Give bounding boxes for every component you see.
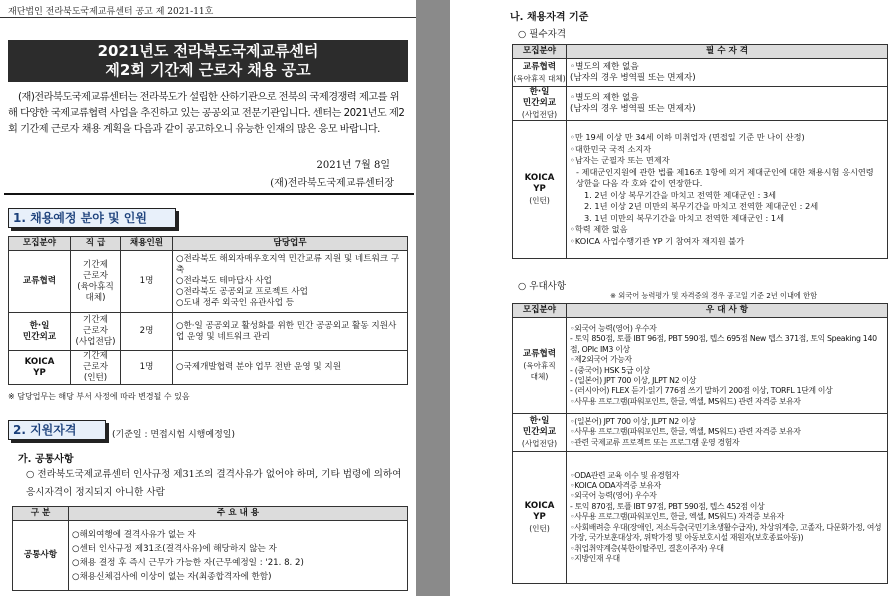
positions-table (8, 236, 408, 385)
field-sublabel: (사업전담) (521, 439, 558, 448)
table-header: 주 요 내 용 (69, 507, 408, 521)
qualification-item: 2. 1년 이상 2년 미만의 복무기간을 마치고 전역한 제대군인 : 2세 (584, 201, 819, 211)
preference-item: ◦외국어 능력(영어) 우수자 (570, 323, 657, 333)
announcement-title (8, 40, 408, 82)
qualification-item: 3. 1년 미만의 복무기간을 마치고 전역한 제대군인 : 1세 (584, 212, 784, 223)
field-cell: 한·일 민간외교 (9, 313, 71, 351)
preference-item: ◦외국어 능력(영어) 우수자 (570, 491, 657, 501)
qualification-item: - 제대군인지원에 관한 법률 제16조 1항에 의거 제대군인에 대한 채용시험 응시연령 상한을 다음 각 호와 같이 연장한다. (576, 166, 874, 188)
duty-item: ○전라북도 공공외교 프로젝트 사업 (176, 287, 308, 297)
qualification-item: ◦KOICA 사업수행기관 YP 기 참여자 재지원 불가 (570, 235, 745, 246)
required-qualifications-table (512, 44, 888, 259)
preferred-note: ※ 외국어 능력평가 및 자격증의 경우 공고일 기준 2년 이내에 한함 (610, 291, 818, 300)
field-sublabel: (사업전담) (521, 110, 558, 119)
preference-item: ◦ODA관련 교육 이수 및 유경험자 (570, 470, 679, 480)
qualification-item: ◦별도의 제한 없음 (570, 61, 639, 72)
preferred-label: ○ 우대사항 (518, 281, 567, 292)
field-label: 교류협력 (522, 349, 557, 359)
section-divider (4, 193, 414, 195)
qualification-cell (567, 87, 888, 121)
field-sublabel: (인턴) (529, 196, 550, 205)
table-row (9, 351, 408, 385)
qualification-item: (남자의 경우 병역필 또는 면제자) (570, 72, 696, 83)
preference-item: ◦제2외국어 가능자 (570, 355, 632, 365)
qualification-item: ◦대한민국 국적 소지자 (570, 143, 652, 154)
table-row (513, 87, 888, 121)
preference-item: - (중국어) HSK 5급 이상 (570, 365, 650, 375)
field-label: KOICA YP (524, 501, 555, 522)
qualification-item: ◦학력 제한 없음 (570, 224, 628, 234)
rank-cell: 기간제 근로자 (인턴) (71, 351, 121, 385)
title-line-2: 제2회 기간제 근로자 채용 공고 (105, 61, 311, 79)
table-row (13, 521, 408, 591)
content-cell (69, 521, 408, 591)
requirement-item: ○채용 결정 후 즉시 근무가 가능한 자(근무예정일 : '21. 8. 2) (72, 557, 304, 568)
preference-cell (567, 452, 888, 584)
duty-item: ○전라북도 테마답사 사업 (176, 276, 272, 286)
document-page-right (450, 0, 892, 596)
table-header: 우 대 사 항 (567, 304, 888, 318)
field-cell (513, 121, 567, 259)
preference-item: ◦사무용 프로그램(파워포인트, 한글, 엑셀, MS워드) 자격증 보유자 (570, 512, 785, 522)
category-cell: 공통사항 (13, 521, 69, 591)
table-header: 직 급 (71, 237, 121, 251)
duty-item: ○한·일 공공외교 활성화를 위한 민간 공공외교 활동 지원사업 운영 및 네트워크 관리 (176, 320, 397, 342)
preference-item: ◦사회배려층 우대(장애인, 저소득층(국민기초생활수급자), 차상위계층, 고졸자, 다문화가정, 여성가장, 국가보훈대상자, 위탁가정 및 아동보호시설 재원자(보호종료아동)) (570, 522, 882, 543)
count-cell: 2명 (121, 313, 173, 351)
field-label: 한·일 민간외교 (522, 87, 557, 108)
preference-item: - 토익 850점, 토플 IBT 96점, PBT 590점, 텝스 695점 New 텝스 371점, 토익 Speaking 140점, OPIc IM3 이상 (570, 334, 877, 354)
preference-cell (567, 318, 888, 414)
table-header-row (9, 237, 408, 251)
duty-item: ○도내 정주 외국인 유관사업 등 (176, 298, 295, 308)
rank-cell: 기간제 근로자 (사업전담) (71, 313, 121, 351)
table-header: 모집분야 (513, 304, 567, 318)
qualification-item: (남자의 경우 병역필 또는 면제자) (570, 103, 696, 114)
requirement-item: ○센터 인사규정 제31조(결격사유)에 해당하지 않는 자 (72, 543, 277, 554)
table-row (9, 313, 408, 351)
preference-item: ◦관련 국제교류 프로젝트 또는 프로그램 운영 경험자 (570, 437, 740, 447)
preference-item: ◦취업취약계층(북한이탈주민, 결혼이주자) 우대 (570, 543, 724, 553)
duties-note: ※ 담당업무는 해당 부서 사정에 따라 변경될 수 있음 (8, 392, 190, 401)
table-row (513, 318, 888, 414)
section-2-title: 2. 지원자격 (8, 420, 106, 440)
table-row (513, 59, 888, 87)
table-header: 모집분야 (9, 237, 71, 251)
table-header: 구 분 (13, 507, 69, 521)
common-paragraph: ○ 전라북도국제교류센터 인사규정 제31조의 결격사유가 없어야 하며, 기타 법령에 의하여 응시자격이 정지되지 아니한 사람 (26, 469, 402, 498)
field-cell (513, 452, 567, 584)
preference-item: ◦사무용 프로그램(파워포인트, 한글, 엑셀, MS워드) 관련 자격증 보유자 (570, 427, 801, 437)
qualification-cell (567, 121, 888, 259)
field-cell (513, 414, 567, 452)
table-header: 채용인원 (121, 237, 173, 251)
preference-item: ◦지방인재 우대 (570, 553, 620, 563)
qualification-item: ◦남자는 군필자 또는 면제자 (570, 155, 670, 165)
qualification-item: ◦만 19세 이상 만 34세 이하 미취업자 (면접일 기준 만 나이 산정) (570, 132, 805, 142)
preference-cell (567, 414, 888, 452)
qualification-item: ◦별도의 제한 없음 (570, 92, 639, 103)
field-cell (513, 318, 567, 414)
preferred-qualifications-table (512, 303, 888, 584)
table-header-row (13, 507, 408, 521)
header-divider (0, 17, 416, 18)
subheading-common: 가. 공통사항 (18, 454, 74, 465)
table-header: 담당업무 (173, 237, 408, 251)
field-label: KOICA YP (524, 173, 555, 194)
duties-cell (173, 313, 408, 351)
field-cell: KOICA YP (9, 351, 71, 385)
preference-item: - (러시아어) FLEX 듣기·읽기 776점 쓰기 말하기 200점 이상, TORFL 1단계 이상 (570, 386, 833, 396)
document-page-left (0, 0, 416, 596)
duties-cell (173, 351, 408, 385)
table-header-row (513, 304, 888, 318)
count-cell: 1명 (121, 351, 173, 385)
table-header: 필 수 자 격 (567, 45, 888, 59)
table-header: 모집분야 (513, 45, 567, 59)
preference-item: - (일본어) JPT 700 이상, JLPT N2 이상 (570, 375, 696, 385)
table-row (9, 251, 408, 313)
qualification-cell (567, 59, 888, 87)
preference-item: ◦(일본어) JPT 700 이상, JLPT N2 이상 (570, 416, 696, 426)
field-sublabel: (육아휴직 대체) (513, 73, 566, 83)
field-sublabel: (육아휴직 대체) (523, 361, 556, 381)
intro-paragraph: (재)전라북도국제교류센터는 전라북도가 설립한 산하기관으로 전북의 국제경쟁력 제고를 위해 다양한 국제교류협력 사업을 추진하고 있는 공공외교 전문기관입니다. 센터는 2021년도 제2회 기간제 근로자 채용 계획을 다음과 같이 공고하오니 유능한 인재의 많은 응모 바랍니다. (8, 92, 405, 135)
duties-cell (173, 251, 408, 313)
preference-item: ◦KOICA ODA자격증 보유자 (570, 481, 661, 491)
requirement-item: ○해외여행에 결격사유가 없는 자 (72, 529, 196, 540)
table-row (513, 121, 888, 259)
field-sublabel: (인턴) (529, 524, 550, 533)
table-header-row (513, 45, 888, 59)
required-label: ○ 필수자격 (518, 29, 567, 40)
common-requirements-table (12, 506, 408, 591)
section-2-note: (기준일 : 면접시험 시행예정일) (112, 430, 235, 440)
preference-item: - 토익 870점, 토플 IBT 97점, PBT 590점, 텝스 452점 이상 (570, 501, 765, 511)
preference-item: ◦사무용 프로그램(파워포인트, 한글, 엑셀, MS워드) 관련 자격증 보유자 (570, 396, 801, 406)
rank-cell: 기간제 근로자 (육아휴직 대체) (71, 251, 121, 313)
qualification-item: 1. 2년 이상 복무기간을 마치고 전역한 제대군인 : 3세 (584, 189, 777, 200)
field-label: 한·일 민간외교 (522, 416, 557, 437)
subheading-criteria: 나. 채용자격 기준 (510, 12, 589, 23)
doc-header: 재단법인 전라북도국제교류센터 공고 제 2021-11호 (8, 7, 214, 17)
field-cell (513, 59, 567, 87)
count-cell: 1명 (121, 251, 173, 313)
requirement-item: ○채용신체검사에 이상이 없는 자(최종합격자에 한함) (72, 571, 272, 582)
duty-item: ○국제개발협력 분야 업무 전반 운영 및 지원 (176, 362, 342, 372)
field-cell (513, 87, 567, 121)
table-row (513, 452, 888, 584)
title-line-1: 2021년도 전라북도국제교류센터 (97, 42, 319, 60)
page-gap (416, 0, 450, 596)
field-label: 교류협력 (522, 61, 557, 72)
duty-item: ○전라북도 해외자매우호지역 민간교류 지원 및 네트워크 구축 (176, 254, 400, 275)
announcement-date: 2021년 7월 8일 (316, 160, 390, 171)
field-cell: 교류협력 (9, 251, 71, 313)
table-row (513, 414, 888, 452)
section-1-title: 1. 채용예정 분야 및 인원 (8, 208, 176, 228)
issuing-org: (재)전라북도국제교류센터장 (270, 178, 394, 189)
